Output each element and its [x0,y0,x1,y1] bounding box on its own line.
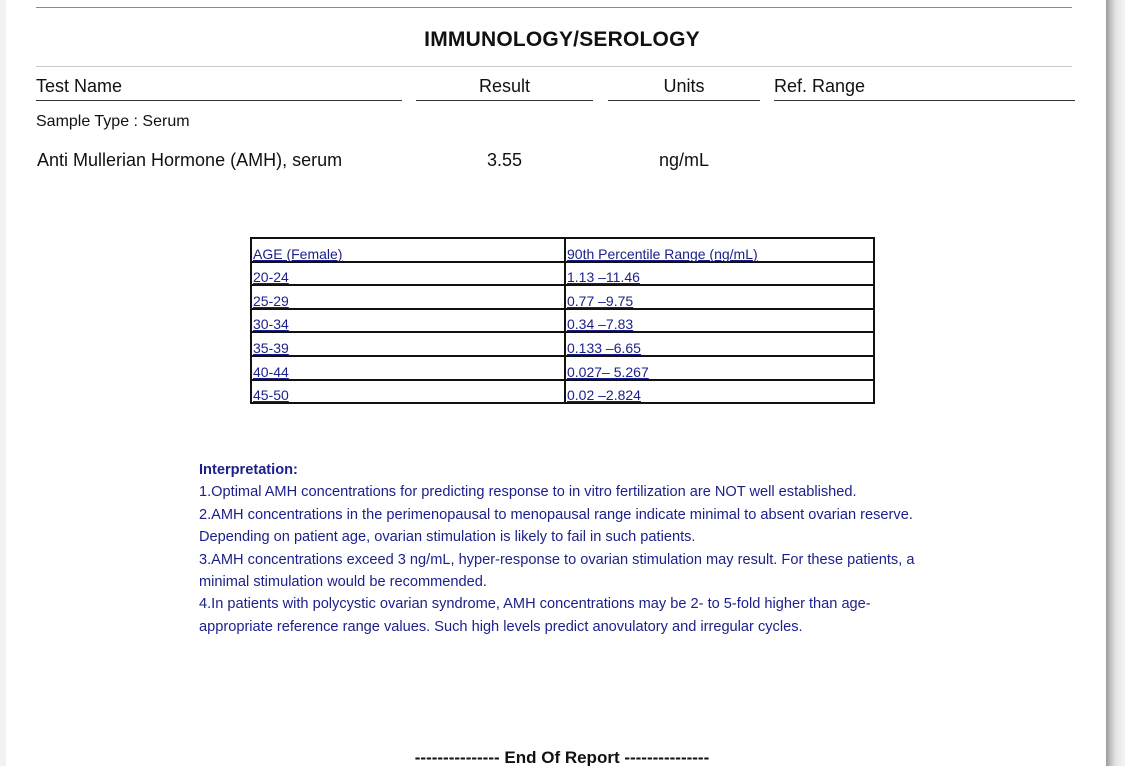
range-cell: 0.027– 5.267 [567,363,649,380]
range-cell: 1.13 –11.46 [567,269,640,286]
range-cell: 0.34 –7.83 [567,316,634,333]
table-row [251,332,874,356]
interpretation-point: 1.Optimal AMH concentrations for predicting response to in vitro fertilization are NOT well established. [199,484,857,501]
test-result: 3.55 [486,150,523,170]
section-title: IMMUNOLOGY/SEROLOGY [424,28,700,51]
range-cell: 0.77 –9.75 [567,292,634,309]
column-header-result: Result [416,76,593,101]
interpretation-block [199,459,939,638]
header-divider [36,66,1072,67]
range-cell: 0.133 –6.65 [567,339,641,356]
age-header: AGE (Female) [253,245,343,262]
amh-reference-table [250,237,875,404]
column-header-test-name: Test Name [36,76,402,101]
age-cell: 25-29 [253,292,289,309]
column-header-units: Units [608,76,760,101]
interpretation-heading: Interpretation: [199,462,298,478]
report-page [6,0,1106,766]
age-cell: 20-24 [253,269,289,286]
top-divider [36,7,1072,8]
percentile-header: 90th Percentile Range (ng/mL) [567,245,758,262]
age-cell: 45-50 [253,387,289,404]
age-cell: 35-39 [253,339,289,356]
table-row [251,309,874,333]
table-row [251,262,874,286]
interpretation-point: 4.In patients with polycystic ovarian syndrome, AMH concentrations may be 2- to 5-fold higher than age-appropriate reference range values. Such high levels predict anovulatory and irregular cycles. [199,596,871,635]
page-edge-shadow [1106,0,1125,766]
table-row [251,285,874,309]
test-units: ng/mL [658,150,710,170]
sample-type: Sample Type : Serum [36,113,190,130]
age-cell: 40-44 [253,363,289,380]
age-cell: 30-34 [253,316,289,333]
table-row [251,380,874,404]
reference-table-header [251,238,874,262]
range-cell: 0.02 –2.824 [567,387,641,404]
end-of-report: --------------- End Of Report --------------- [414,748,710,766]
interpretation-point: 3.AMH concentrations exceed 3 ng/mL, hyper-response to ovarian stimulation may result. For these patients, a minimal stimulation would be recommended. [199,551,915,591]
interpretation-point: 2.AMH concentrations in the perimenopausal to menopausal range indicate minimal to absent ovarian reserve. Depending on patient age, ovarian stimulation is likely to fail in such patients. [199,506,913,546]
table-row [251,356,874,380]
test-name: Anti Mullerian Hormone (AMH), serum [37,150,343,170]
column-header-ref-range: Ref. Range [774,76,1075,101]
